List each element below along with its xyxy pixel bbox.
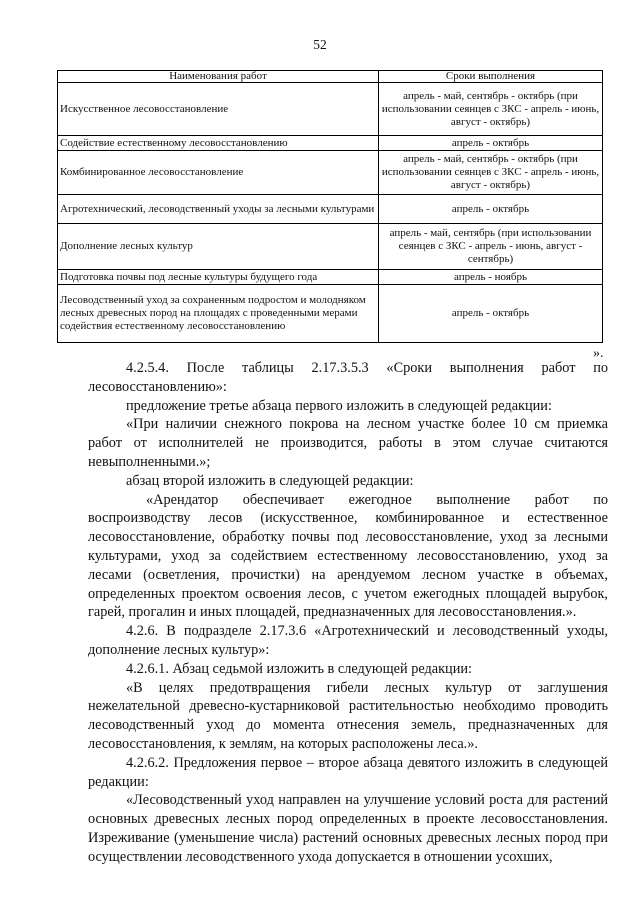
table-row bbox=[58, 224, 603, 270]
paragraph: 4.2.6. В подразделе 2.17.3.6 «Агротехнический и лесоводственный уходы, дополнение лесных культур»: bbox=[88, 623, 608, 658]
work-cell: Содействие естественному лесовосстановлению bbox=[58, 136, 379, 151]
timing-cell: апрель - май, сентябрь (при использовании сеянцев с ЗКС - апрель - июнь, август - сентябрь) bbox=[379, 224, 603, 270]
paragraph: «При наличии снежного покрова на лесном участке более 10 см приемка работ от исполнителей не производится, работы в этом случае считаются невыполненными.»; bbox=[88, 416, 608, 470]
paragraph: 4.2.6.2. Предложения первое – второе абзаца девятого изложить в следующей редакции: bbox=[88, 754, 608, 790]
work-cell: Агротехнический, лесоводственный уходы за лесными культурами bbox=[58, 195, 379, 224]
table-closing-mark: ». bbox=[593, 346, 604, 361]
table-header-row bbox=[58, 71, 603, 83]
table-row bbox=[58, 195, 603, 224]
table-row bbox=[58, 83, 603, 136]
table-row bbox=[58, 270, 603, 285]
paragraph: 4.2.5.4. После таблицы 2.17.3.5.3 «Сроки выполнения работ по лесовосстановлению»: bbox=[88, 360, 608, 395]
timing-cell: апрель - май, сентябрь - октябрь (при использовании сеянцев с ЗКС - апрель - июнь, август - октябрь) bbox=[379, 83, 603, 136]
body-text bbox=[88, 359, 608, 867]
work-cell: Дополнение лесных культур bbox=[58, 224, 379, 270]
table-row bbox=[58, 151, 603, 195]
work-cell: Подготовка почвы под лесные культуры будущего года bbox=[58, 270, 379, 285]
timing-cell: апрель - май, сентябрь - октябрь (при использовании сеянцев с ЗКС - апрель - июнь, август - октябрь) bbox=[379, 151, 603, 195]
work-schedule-table bbox=[57, 70, 603, 343]
paragraph: «В целях предотвращения гибели лесных культур от заглушения нежелательной древесно-кустарниковой растительностью необходимо проводить лесоводственный уход до момента отнесения земель, предназначенных для лесовосстановления, к землям, на которых расположены леса.». bbox=[88, 679, 608, 752]
header-work-name: Наименования работ bbox=[58, 71, 379, 83]
table-row bbox=[58, 285, 603, 343]
paragraph: «Арендатор обеспечивает ежегодное выполнение работ по воспроизводству лесов (искусственное, комбинированное и естественное лесовосстановление, обработку почвы под лесовосстановление, уход за лесными культурами, уход за содействием естественному лесовосстановлению, уход за лесами (осветления, прочистки) на арендуемом лесном участке в объемах, определенных проектом освоения лесов, с учетом ежегодных площадей вырубок, гарей, прогалин и иных площадей, предназначенных для лесовосстановления.». bbox=[88, 491, 608, 621]
paragraph: абзац второй изложить в следующей редакции: bbox=[126, 472, 414, 489]
paragraph: предложение третье абзаца первого изложить в следующей редакции: bbox=[126, 397, 552, 414]
header-timing: Сроки выполнения bbox=[379, 71, 603, 83]
timing-cell: апрель - октябрь bbox=[379, 285, 603, 343]
timing-cell: апрель - октябрь bbox=[379, 195, 603, 224]
table-row bbox=[58, 136, 603, 151]
paragraph: «Лесоводственный уход направлен на улучшение условий роста для растений основных древесных лесных пород определенных в проекте лесовосстановления. Изреживание (уменьшение числа) растений основных древесных лесных пород при осуществлении лесоводственного ухода допускается в отношении усохших, bbox=[88, 792, 608, 865]
work-cell: Лесоводственный уход за сохраненным подростом и молодняком лесных древесных пород на площадях с проведенными мерами содействия естественному лесовосстановлению bbox=[58, 285, 379, 343]
paragraph: 4.2.6.1. Абзац седьмой изложить в следующей редакции: bbox=[126, 660, 472, 677]
page-number: 52 bbox=[313, 37, 327, 52]
timing-cell: апрель - октябрь bbox=[379, 136, 603, 151]
timing-cell: апрель - ноябрь bbox=[379, 270, 603, 285]
work-cell: Искусственное лесовосстановление bbox=[58, 83, 379, 136]
work-cell: Комбинированное лесовосстановление bbox=[58, 151, 379, 195]
